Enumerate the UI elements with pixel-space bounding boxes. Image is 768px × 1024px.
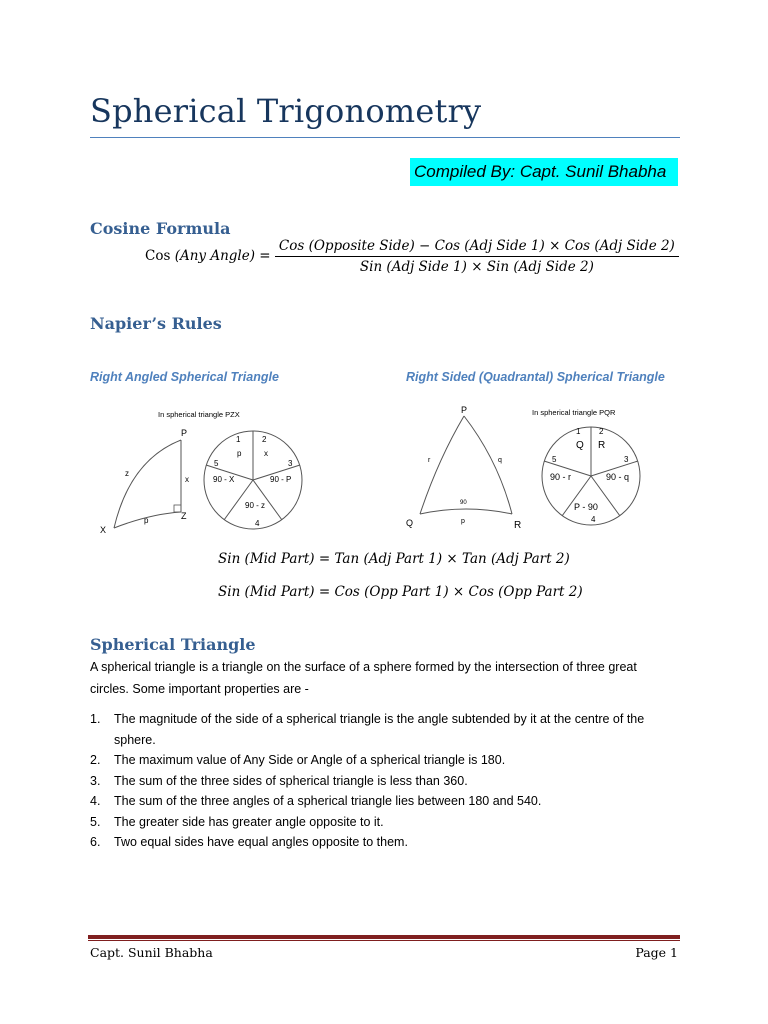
vertex-x: X xyxy=(100,525,107,535)
wheel-num-3: 3 xyxy=(288,459,293,468)
title-rule xyxy=(90,137,680,138)
properties-list xyxy=(90,709,670,853)
wheel-num-4: 4 xyxy=(255,519,260,528)
vertex-p: P xyxy=(181,428,188,438)
right-side-p xyxy=(420,509,512,514)
cosine-numerator: Cos (Opposite Side) − Cos (Adj Side 1) × Cos (Adj Side 2) xyxy=(275,238,679,257)
list-number: 4. xyxy=(90,794,101,808)
wheel-num-2: 2 xyxy=(262,435,267,444)
wheel2-num-4: 4 xyxy=(591,515,596,524)
wheel-part-p: p xyxy=(237,449,242,458)
wheel-part-x: x xyxy=(264,449,268,458)
side-label-z: z xyxy=(125,469,129,478)
cosine-denominator: Sin (Adj Side 1) × Sin (Adj Side 2) xyxy=(359,259,594,275)
list-item xyxy=(90,791,670,812)
wheel-num-5: 5 xyxy=(214,459,219,468)
cosine-lhs-cos: Cos xyxy=(145,248,171,264)
page-title: Spherical Trigonometry xyxy=(90,92,482,130)
cosine-formula xyxy=(145,238,679,275)
footer-page-number: Page 1 xyxy=(635,945,678,960)
footer-rule-thin xyxy=(88,940,680,941)
vertex-p2: P xyxy=(461,405,468,415)
cosine-equals: = xyxy=(259,248,271,264)
cosine-lhs-arg: (Any Angle) xyxy=(174,248,255,264)
list-item xyxy=(90,750,670,771)
cosine-fraction xyxy=(275,238,679,275)
right-fig-label: In spherical triangle PQR xyxy=(532,408,616,417)
side-label-r: r xyxy=(428,457,431,464)
side-label-p2: p xyxy=(461,518,465,525)
property-text: Two equal sides have equal angles opposite to them. xyxy=(114,835,408,849)
side-label-x: x xyxy=(185,475,189,484)
wheel2-part-R: R xyxy=(598,440,606,451)
wheel2-part-90-q: 90 - q xyxy=(606,472,630,482)
quadrantal-triangle-diagram xyxy=(400,400,650,540)
vertex-z: Z xyxy=(181,511,187,521)
wheel-divider-4 xyxy=(224,480,253,520)
wheel2-num-3: 3 xyxy=(624,455,629,464)
footer-rule-thick xyxy=(88,935,680,939)
wheel2-part-90-r: 90 - r xyxy=(550,472,572,482)
right-figure-caption: Right Sided (Quadrantal) Spherical Triangle xyxy=(406,370,665,384)
list-number: 1. xyxy=(90,712,101,726)
property-text: The sum of the three angles of a spherical triangle lies between 180 and 540. xyxy=(114,794,542,808)
right-angle-mark xyxy=(174,505,181,512)
list-number: 6. xyxy=(90,835,101,849)
side-label-q: q xyxy=(498,457,502,464)
list-item xyxy=(90,812,670,833)
napier-heading: Napier’s Rules xyxy=(90,314,222,333)
wheel-num-1: 1 xyxy=(236,435,241,444)
vertex-q: Q xyxy=(406,518,414,528)
list-item xyxy=(90,832,670,853)
wheel-divider-3 xyxy=(253,480,282,520)
left-side-z xyxy=(114,440,181,528)
left-figure-caption: Right Angled Spherical Triangle xyxy=(90,370,279,384)
wheel2-part-P-90: P - 90 xyxy=(574,502,598,512)
napier-rule-tan: Sin (Mid Part) = Tan (Adj Part 1) × Tan (Adj Part 2) xyxy=(218,551,570,567)
wheel-part-90-X: 90 - X xyxy=(213,475,235,484)
wheel-part-90-P: 90 - P xyxy=(270,475,292,484)
wheel2-num-1: 1 xyxy=(576,427,581,436)
list-number: 5. xyxy=(90,814,101,829)
wheel2-num-2: 2 xyxy=(599,427,604,436)
property-text: The maximum value of Any Side or Angle of a spherical triangle is 180. xyxy=(114,753,506,767)
list-number: 2. xyxy=(90,753,101,767)
left-fig-label: In spherical triangle PZX xyxy=(158,410,240,419)
compiled-by-banner: Compiled By: Capt. Sunil Bhabha xyxy=(410,158,678,186)
vertex-r: R xyxy=(514,520,522,531)
list-item xyxy=(90,771,670,792)
list-item xyxy=(90,709,670,750)
spherical-triangle-intro: A spherical triangle is a triangle on the surface of a sphere formed by the intersection of three great circles. Some important properties are - xyxy=(90,660,637,696)
right-side-r xyxy=(420,416,464,514)
right-side-q xyxy=(464,416,512,514)
property-text: The greater side has greater angle opposite to it. xyxy=(114,814,384,829)
wheel-part-90-z: 90 - z xyxy=(245,501,266,510)
spherical-triangle-heading: Spherical Triangle xyxy=(90,635,256,654)
side-label-90: 90 xyxy=(460,500,467,506)
cosine-formula-heading: Cosine Formula xyxy=(90,219,231,238)
right-angled-triangle-diagram xyxy=(90,400,330,540)
napier-rule-cos: Sin (Mid Part) = Cos (Opp Part 1) × Cos (Opp Part 2) xyxy=(218,584,583,600)
footer-author: Capt. Sunil Bhabha xyxy=(90,945,213,960)
side-label-p: p xyxy=(144,516,149,525)
wheel2-part-Q: Q xyxy=(576,440,584,451)
property-text: The magnitude of the side of a spherical triangle is the angle subtended by it at the centre of the sphere. xyxy=(114,712,645,747)
wheel2-num-5: 5 xyxy=(552,455,557,464)
property-text: The sum of the three sides of spherical triangle is less than 360. xyxy=(114,773,468,788)
list-number: 3. xyxy=(90,773,101,788)
